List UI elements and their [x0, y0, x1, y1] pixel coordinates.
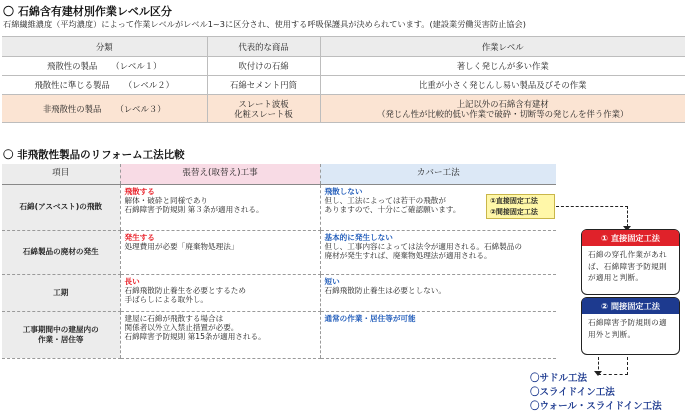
- products-cell: [207, 95, 320, 123]
- replace-cell: [120, 184, 320, 230]
- table-row: [2, 57, 685, 76]
- method-item: 〇サドル工法: [530, 373, 588, 384]
- section2-title: 〇 非飛散性製品のリフォーム工法比較: [3, 149, 185, 161]
- work-line: 上記以外の石綿含有建材: [456, 98, 549, 109]
- comparison-row: [2, 274, 556, 311]
- comparison-header-row: [2, 164, 556, 184]
- reform-comparison-table: [2, 164, 556, 359]
- direct-fixing-box: [581, 229, 680, 295]
- replace-text: 手ばらしによる取外し。: [124, 295, 209, 305]
- replace-heading: 飛散する: [124, 186, 155, 196]
- method-badge: [486, 194, 555, 219]
- indirect-fixing-body: 石綿障害予防規則の適用外と判断。: [588, 318, 667, 339]
- comparison-row: [2, 230, 556, 274]
- badge-line: ①直接固定工法: [490, 197, 538, 205]
- item-cell: [2, 311, 120, 358]
- cover-text: 石綿飛散防止養生は必要としない。: [324, 285, 446, 295]
- cover-heading: 基本的に発生しない: [324, 232, 393, 242]
- method-list: [530, 372, 662, 414]
- products-cell: 吹付けの石綿: [207, 57, 320, 76]
- work-cell: 比重が小さく発じんし易い製品及びその作業: [320, 76, 685, 95]
- cover-cell: [320, 311, 556, 358]
- replace-text: 解体・破砕と同様であり: [124, 195, 209, 205]
- level-label: （レベル２）: [123, 80, 175, 90]
- level-label: （レベル３）: [115, 103, 166, 114]
- replace-text: 建屋に石綿が飛散する場合は: [124, 313, 224, 323]
- connector-line: [556, 206, 628, 207]
- replace-text: 石綿障害予防規則 第３条が適用される。: [124, 205, 264, 215]
- category-label: 飛散性の製品: [47, 61, 98, 71]
- category-label: 非飛散性の製品: [42, 103, 102, 114]
- comparison-row: [2, 184, 556, 230]
- indirect-fixing-title: ② 間接固定工法: [582, 298, 679, 314]
- work-cell: [320, 95, 685, 123]
- category-cell: [2, 95, 207, 123]
- indirect-fixing-box: [581, 297, 680, 355]
- replace-heading: 長い: [124, 276, 140, 286]
- item-cell: 石綿製品の廃材の発生: [2, 230, 120, 274]
- work-cell: 著しく発じんが多い作業: [320, 57, 685, 76]
- item-cell: 石綿(アスベスト)の飛散: [2, 184, 120, 230]
- item-line: 作業・居住等: [37, 334, 84, 344]
- direct-fixing-title: ① 直接固定工法: [582, 230, 679, 246]
- header-item: 項目: [2, 164, 120, 184]
- level-label: （レベル１）: [111, 61, 162, 71]
- replace-heading: 発生する: [124, 232, 155, 242]
- products-line: スレート波板: [238, 98, 289, 109]
- method-item: 〇ウォール・スライドイン工法: [530, 401, 662, 412]
- products-line: 化粧スレート板: [234, 108, 293, 119]
- header-replace: 張替え(取替え)工事: [120, 164, 320, 184]
- cover-cell: [320, 230, 556, 274]
- cover-text: ありますので、十分にご確認願います。: [324, 205, 461, 215]
- replace-text: 石綿障害予防規則 第15条が適用される。: [124, 332, 266, 342]
- replace-text: 石綿飛散防止養生を必要とするため: [124, 285, 246, 295]
- section1-subtitle: 石綿繊維濃度（平均濃度）によって作業レベルがレベル1~3に区分され、使用する呼吸保護具が決められています。(建設業労働災害防止協会): [3, 19, 526, 29]
- badge-line: ②間接固定工法: [490, 208, 538, 216]
- work-level-table: [2, 36, 685, 123]
- method-item: 〇スライドイン工法: [530, 387, 615, 398]
- header-products: 代表的な商品: [207, 37, 320, 57]
- cover-text: 但し、工事内容によっては法令が適用される。石綿製品の: [324, 241, 522, 251]
- cover-text: 廃材が発生すれば、廃棄物処理法が適用される。: [324, 251, 492, 261]
- cover-cell: [320, 274, 556, 311]
- table-row-highlighted: [2, 95, 685, 123]
- replace-text: 関係者以外立入禁止措置が必要。: [124, 322, 239, 332]
- header-category: 分類: [2, 37, 207, 57]
- products-cell: 石綿セメント円筒: [207, 76, 320, 95]
- comparison-row: [2, 311, 556, 358]
- category-label: 飛散性に準じる製品: [34, 80, 110, 90]
- item-cell: 工期: [2, 274, 120, 311]
- work-line: （発じん性が比較的低い作業で破砕・切断等の発じんを伴う作業）: [377, 108, 629, 119]
- header-cover: カバー工法: [320, 164, 556, 184]
- connector-line: [627, 206, 628, 227]
- replace-cell: [120, 230, 320, 274]
- item-line: 工事期間中の建屋内の: [22, 325, 99, 335]
- category-cell: [2, 57, 207, 76]
- table-header-row: [2, 37, 685, 57]
- cover-heading: 通常の作業・居住等が可能: [324, 313, 416, 323]
- cover-heading: 短い: [324, 276, 340, 286]
- category-cell: [2, 76, 207, 95]
- replace-cell: [120, 274, 320, 311]
- table-row: [2, 76, 685, 95]
- direct-fixing-body: 石綿の穿孔作業があれば、石綿障害予防規則が適用と判断。: [588, 250, 667, 282]
- replace-cell: [120, 311, 320, 358]
- cover-text: 但し、工法によっては若干の飛散が: [324, 195, 446, 205]
- cover-heading: 飛散しない: [324, 186, 363, 196]
- section1-title: 〇 石綿含有建材別作業レベル区分: [3, 5, 172, 18]
- header-work-level: 作業レベル: [320, 37, 685, 57]
- replace-text: 処理費用が必要「廃棄物処理法」: [124, 241, 239, 251]
